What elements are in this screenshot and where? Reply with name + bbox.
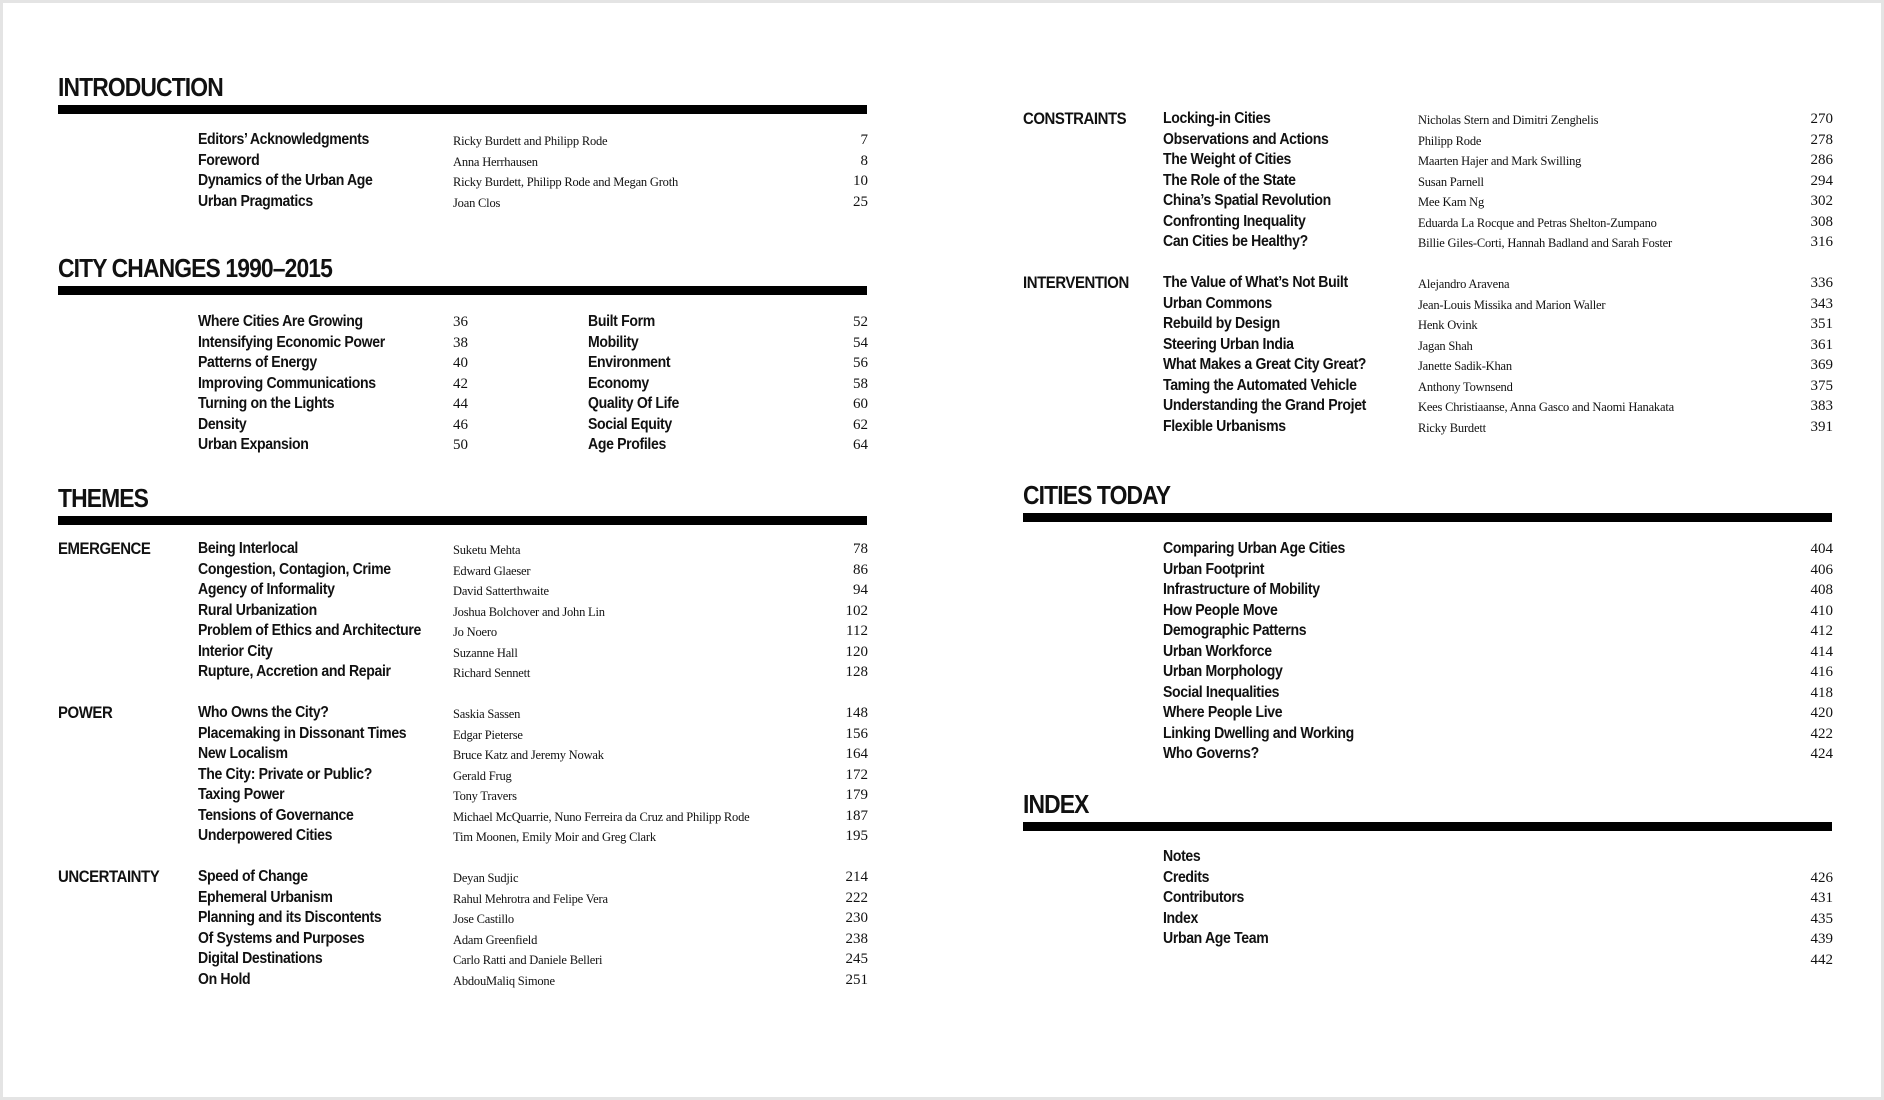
entry-page: 230 <box>845 910 868 926</box>
toc-row <box>58 394 868 414</box>
toc-row <box>1023 273 1833 293</box>
entry-author: Saskia Sassen <box>453 707 521 721</box>
entry-page: 78 <box>853 541 868 557</box>
entry-author: Ricky Burdett <box>1418 420 1486 435</box>
toc-row <box>1023 539 1833 559</box>
entry-title: Taxing Power <box>198 786 285 803</box>
entry-author: Tony Travers <box>453 789 517 803</box>
entry-author: Jo Noero <box>453 625 497 639</box>
entry-title: Social Inequalities <box>1163 683 1280 701</box>
entry-author: Susan Parnell <box>1418 174 1484 189</box>
toc-row <box>1023 683 1833 703</box>
entry-page: 164 <box>845 746 868 762</box>
toc-row <box>58 312 868 332</box>
section-title: INDEX <box>1023 789 1089 819</box>
entry-title: Can Cities be Healthy? <box>1163 233 1308 250</box>
section-rule <box>58 105 867 114</box>
entry-title: Urban Morphology <box>1163 663 1283 680</box>
entry-author: Deyan Sudjic <box>453 871 519 885</box>
entry-page: 270 <box>1810 111 1833 127</box>
entry-title: Rupture, Accretion and Repair <box>198 663 391 680</box>
entry-title: Interior City <box>198 642 273 660</box>
entry-title: Contributors <box>1163 889 1245 906</box>
entry-page: 120 <box>845 643 868 660</box>
entry-author: Billie Giles-Corti, Hannah Badland and Sarah Foster <box>1418 236 1672 250</box>
toc-row <box>1023 950 1833 970</box>
entry-author: Eduarda La Rocque and Petras Shelton-Zumpano <box>1418 215 1657 230</box>
entry-title: Ephemeral Urbanism <box>198 888 333 906</box>
entry-page: 418 <box>1810 684 1833 701</box>
toc-row <box>1023 232 1833 252</box>
entry-page: 187 <box>845 807 868 824</box>
entry-author: Suketu Mehta <box>453 543 521 557</box>
entry-title: Infrastructure of Mobility <box>1163 581 1320 598</box>
toc-row <box>58 703 868 723</box>
toc-row <box>1023 868 1833 888</box>
entry-author: Adam Greenfield <box>453 932 538 947</box>
entry-title: Environment <box>588 354 671 371</box>
entry-title: Density <box>198 415 247 433</box>
entry-page: 391 <box>1810 418 1833 435</box>
entry-page: 8 <box>860 152 868 169</box>
entry-title: Social Equity <box>588 415 672 433</box>
entry-page: 52 <box>853 314 868 330</box>
entry-title: Tensions of Governance <box>198 806 354 824</box>
entry-author: Janette Sadik-Khan <box>1418 359 1512 373</box>
toc-row <box>1023 888 1833 908</box>
entry-title: Who Governs? <box>1163 745 1259 762</box>
entry-page: 44 <box>453 396 468 412</box>
entry-page: 361 <box>1810 336 1833 353</box>
toc-row <box>58 374 868 394</box>
toc-row <box>1023 335 1833 355</box>
entry-title: Underpowered Cities <box>198 827 333 844</box>
entry-author: Ricky Burdett, Philipp Rode and Megan Groth <box>453 175 679 189</box>
entry-page: 439 <box>1810 931 1833 947</box>
entry-author: Anthony Townsend <box>1418 379 1513 394</box>
entry-title: Mobility <box>588 333 639 351</box>
toc-row <box>58 539 868 559</box>
entry-page: 343 <box>1810 295 1833 312</box>
entry-author: Henk Ovink <box>1418 318 1478 332</box>
section-title: THEMES <box>58 483 149 513</box>
toc-row <box>58 888 868 908</box>
toc-row <box>1023 109 1833 129</box>
entry-page: 42 <box>453 375 468 392</box>
entry-title: Flexible Urbanisms <box>1163 417 1286 435</box>
entry-page: 50 <box>453 437 468 453</box>
entry-title: Urban Expansion <box>198 436 309 453</box>
toc-row <box>58 806 868 826</box>
group-label: UNCERTAINTY <box>58 867 160 886</box>
entry-author: Suzanne Hall <box>453 645 518 660</box>
entry-title: Economy <box>588 374 649 392</box>
entry-author: Ricky Burdett and Philipp Rode <box>453 134 608 148</box>
entry-author: Philipp Rode <box>1418 133 1482 148</box>
entry-title: Where People Live <box>1163 704 1283 721</box>
toc-row <box>58 744 868 764</box>
entry-page: 404 <box>1810 541 1833 557</box>
entry-page: 416 <box>1810 664 1833 680</box>
entry-page: 410 <box>1810 602 1833 619</box>
toc-row <box>1023 909 1833 929</box>
entry-page: 294 <box>1810 172 1833 189</box>
entry-page: 412 <box>1810 623 1833 639</box>
toc-row <box>1023 662 1833 682</box>
toc-row <box>1023 396 1833 416</box>
toc-row <box>1023 642 1833 662</box>
toc-row <box>58 415 868 435</box>
entry-title: Rural Urbanization <box>198 601 317 619</box>
entry-page: 431 <box>1810 890 1833 906</box>
entry-author: Carlo Ratti and Daniele Belleri <box>453 953 603 967</box>
toc-row <box>1023 417 1833 437</box>
toc-row <box>58 333 868 353</box>
toc-row <box>58 765 868 785</box>
entry-page: 251 <box>845 971 868 988</box>
entry-title: Urban Pragmatics <box>198 192 313 210</box>
entry-title: Urban Footprint <box>1163 560 1265 578</box>
toc-row <box>58 929 868 949</box>
entry-title: What Makes a Great City Great? <box>1163 356 1367 373</box>
entry-title: China’s Spatial Revolution <box>1163 192 1331 209</box>
entry-page: 25 <box>853 193 868 210</box>
entry-page: 238 <box>845 930 868 947</box>
entry-page: 406 <box>1810 561 1833 578</box>
entry-title: Steering Urban India <box>1163 335 1294 353</box>
entry-title: Intensifying Economic Power <box>198 333 385 351</box>
entry-title: New Localism <box>198 745 288 762</box>
entry-author: Joshua Bolchover and John Lin <box>453 604 605 619</box>
entry-author: Rahul Mehrotra and Felipe Vera <box>453 891 608 906</box>
entry-title: Built Form <box>588 313 655 330</box>
toc-row <box>58 724 868 744</box>
entry-author: Alejandro Aravena <box>1418 277 1510 291</box>
toc-row <box>1023 314 1833 334</box>
entry-author: Mee Kam Ng <box>1418 195 1485 209</box>
entry-page: 222 <box>845 889 868 906</box>
group-label: POWER <box>58 703 113 722</box>
entry-author: Bruce Katz and Jeremy Nowak <box>453 748 604 762</box>
entry-title: How People Move <box>1163 601 1278 619</box>
entry-title: Who Owns the City? <box>198 704 329 721</box>
toc-row <box>1023 847 1833 867</box>
entry-page: 422 <box>1810 725 1833 742</box>
entry-page: 54 <box>853 334 868 351</box>
entry-title: On Hold <box>198 970 251 988</box>
entry-title: Confronting Inequality <box>1163 212 1306 230</box>
toc-row <box>1023 171 1833 191</box>
entry-title: Planning and its Discontents <box>198 909 382 926</box>
group-label: EMERGENCE <box>58 539 151 558</box>
toc-row <box>1023 212 1833 232</box>
toc-row <box>1023 621 1833 641</box>
toc-row <box>58 192 868 212</box>
entry-title: The Weight of Cities <box>1163 151 1292 168</box>
toc-row <box>1023 150 1833 170</box>
toc-row <box>58 130 868 150</box>
entry-author: Tim Moonen, Emily Moir and Greg Clark <box>453 830 656 844</box>
toc-row <box>58 353 868 373</box>
entry-page: 60 <box>853 396 868 412</box>
entry-title: The Role of the State <box>1163 171 1296 189</box>
entry-title: Problem of Ethics and Architecture <box>198 622 422 639</box>
toc-row <box>58 580 868 600</box>
entry-title: Observations and Actions <box>1163 130 1329 148</box>
toc-row <box>58 171 868 191</box>
entry-title: Rebuild by Design <box>1163 315 1280 332</box>
entry-title: Where Cities Are Growing <box>198 313 363 330</box>
entry-page: 172 <box>845 766 868 783</box>
entry-title: Urban Commons <box>1163 294 1272 312</box>
entry-page: 316 <box>1810 234 1833 250</box>
entry-page: 414 <box>1810 643 1833 660</box>
entry-page: 148 <box>845 705 868 721</box>
entry-author: Michael McQuarrie, Nuno Ferreira da Cruz and Philipp Rode <box>453 809 750 824</box>
group-label: CONSTRAINTS <box>1023 109 1127 128</box>
toc-row <box>1023 580 1833 600</box>
entry-page: 424 <box>1810 746 1833 762</box>
entry-author: David Satterthwaite <box>453 584 549 598</box>
toc-row <box>1023 724 1833 744</box>
toc-row <box>1023 294 1833 314</box>
entry-author: Jose Castillo <box>453 912 514 926</box>
entry-author: Nicholas Stern and Dimitri Zenghelis <box>1418 113 1599 127</box>
entry-title: Linking Dwelling and Working <box>1163 724 1354 742</box>
entry-page: 369 <box>1810 357 1833 373</box>
entry-title: Locking-in Cities <box>1163 110 1271 127</box>
toc-row <box>1023 929 1833 949</box>
entry-title: Foreword <box>198 151 260 169</box>
entry-title: Being Interlocal <box>198 540 298 557</box>
entry-title: Editors’ Acknowledgments <box>198 131 369 148</box>
entry-title: Demographic Patterns <box>1163 622 1307 639</box>
entry-page: 40 <box>453 355 468 371</box>
entry-page: 10 <box>853 173 868 189</box>
entry-page: 351 <box>1810 316 1833 332</box>
entry-title: The City: Private or Public? <box>198 765 373 783</box>
toc-row <box>58 151 868 171</box>
toc-row <box>1023 376 1833 396</box>
entry-title: Notes <box>1163 848 1201 865</box>
section-title: CITIES TODAY <box>1023 480 1171 510</box>
entry-page: 195 <box>845 828 868 844</box>
toc-row <box>58 970 868 990</box>
entry-title: Of Systems and Purposes <box>198 929 365 947</box>
entry-page: 214 <box>845 869 868 885</box>
entry-page: 94 <box>853 582 868 598</box>
entry-page: 336 <box>1810 275 1833 291</box>
entry-author: Edgar Pieterse <box>453 727 523 742</box>
entry-title: Congestion, Contagion, Crime <box>198 560 391 578</box>
book-spread <box>3 3 1881 1097</box>
section-title: CITY CHANGES 1990–2015 <box>58 253 332 283</box>
toc-row <box>58 560 868 580</box>
toc-row <box>58 949 868 969</box>
entry-title: Dynamics of the Urban Age <box>198 172 373 189</box>
toc-row <box>58 621 868 641</box>
section-rule <box>58 286 867 295</box>
section-rule <box>58 516 867 525</box>
entry-title: The Value of What’s Not Built <box>1163 274 1348 291</box>
entry-title: Agency of Informality <box>198 581 335 598</box>
entry-page: 128 <box>845 664 868 680</box>
entry-title: Patterns of Energy <box>198 354 317 371</box>
entry-title: Comparing Urban Age Cities <box>1163 540 1345 557</box>
toc-row <box>1023 355 1833 375</box>
section-title: INTRODUCTION <box>58 72 223 102</box>
toc-row <box>58 662 868 682</box>
entry-page: 278 <box>1810 131 1833 148</box>
entry-page: 64 <box>853 437 868 453</box>
toc-row <box>1023 601 1833 621</box>
entry-page: 426 <box>1810 869 1833 886</box>
entry-title: Taming the Automated Vehicle <box>1163 376 1357 394</box>
section-rule <box>1023 822 1832 831</box>
toc-row <box>58 867 868 887</box>
entry-title: Understanding the Grand Projet <box>1163 397 1367 414</box>
entry-page: 442 <box>1810 951 1833 968</box>
toc-row <box>58 908 868 928</box>
entry-page: 56 <box>853 355 868 371</box>
entry-title: Quality Of Life <box>588 395 679 412</box>
toc-row <box>1023 191 1833 211</box>
toc-row <box>58 601 868 621</box>
entry-page: 38 <box>453 334 468 351</box>
entry-page: 86 <box>853 561 868 578</box>
toc-row <box>58 642 868 662</box>
toc-row <box>1023 703 1833 723</box>
entry-page: 435 <box>1810 910 1833 927</box>
entry-page: 36 <box>453 314 468 330</box>
entry-page: 383 <box>1810 398 1833 414</box>
entry-page: 375 <box>1810 377 1833 394</box>
entry-author: Kees Christiaanse, Anna Gasco and Naomi Hanakata <box>1418 400 1674 414</box>
entry-page: 112 <box>846 623 868 639</box>
entry-title: Speed of Change <box>198 868 308 885</box>
entry-page: 286 <box>1810 152 1833 168</box>
entry-page: 7 <box>860 132 868 148</box>
entry-author: Gerald Frug <box>453 768 512 783</box>
entry-page: 46 <box>453 416 468 433</box>
entry-page: 62 <box>853 416 868 433</box>
entry-author: AbdouMaliq Simone <box>453 973 555 988</box>
toc-row <box>58 785 868 805</box>
entry-author: Anna Herrhausen <box>453 154 538 169</box>
entry-title: Credits <box>1163 868 1210 886</box>
entry-title: Urban Age Team <box>1163 930 1269 947</box>
entry-title: Digital Destinations <box>198 950 323 967</box>
toc-row <box>58 435 868 455</box>
entry-page: 102 <box>845 602 868 619</box>
entry-title: Age Profiles <box>588 436 666 453</box>
entry-page: 245 <box>845 951 868 967</box>
entry-page: 308 <box>1810 213 1833 230</box>
toc-row <box>1023 744 1833 764</box>
toc-row <box>58 826 868 846</box>
entry-author: Jagan Shah <box>1418 338 1473 353</box>
entry-title: Improving Communications <box>198 374 376 392</box>
group-label: INTERVENTION <box>1023 273 1129 292</box>
entry-page: 302 <box>1810 193 1833 209</box>
entry-page: 179 <box>845 787 868 803</box>
entry-page: 420 <box>1810 705 1833 721</box>
section-rule <box>1023 513 1832 522</box>
entry-title: Urban Workforce <box>1163 642 1272 660</box>
entry-author: Richard Sennett <box>453 666 531 680</box>
entry-author: Maarten Hajer and Mark Swilling <box>1418 154 1582 168</box>
entry-author: Edward Glaeser <box>453 563 531 578</box>
entry-page: 58 <box>853 375 868 392</box>
entry-page: 408 <box>1810 582 1833 598</box>
entry-title: Turning on the Lights <box>198 395 335 412</box>
entry-title: Index <box>1163 909 1199 927</box>
toc-row <box>1023 560 1833 580</box>
entry-author: Jean-Louis Missika and Marion Waller <box>1418 297 1606 312</box>
entry-author: Joan Clos <box>453 195 501 210</box>
entry-title: Placemaking in Dissonant Times <box>198 724 407 742</box>
entry-page: 156 <box>845 725 868 742</box>
toc-row <box>1023 130 1833 150</box>
